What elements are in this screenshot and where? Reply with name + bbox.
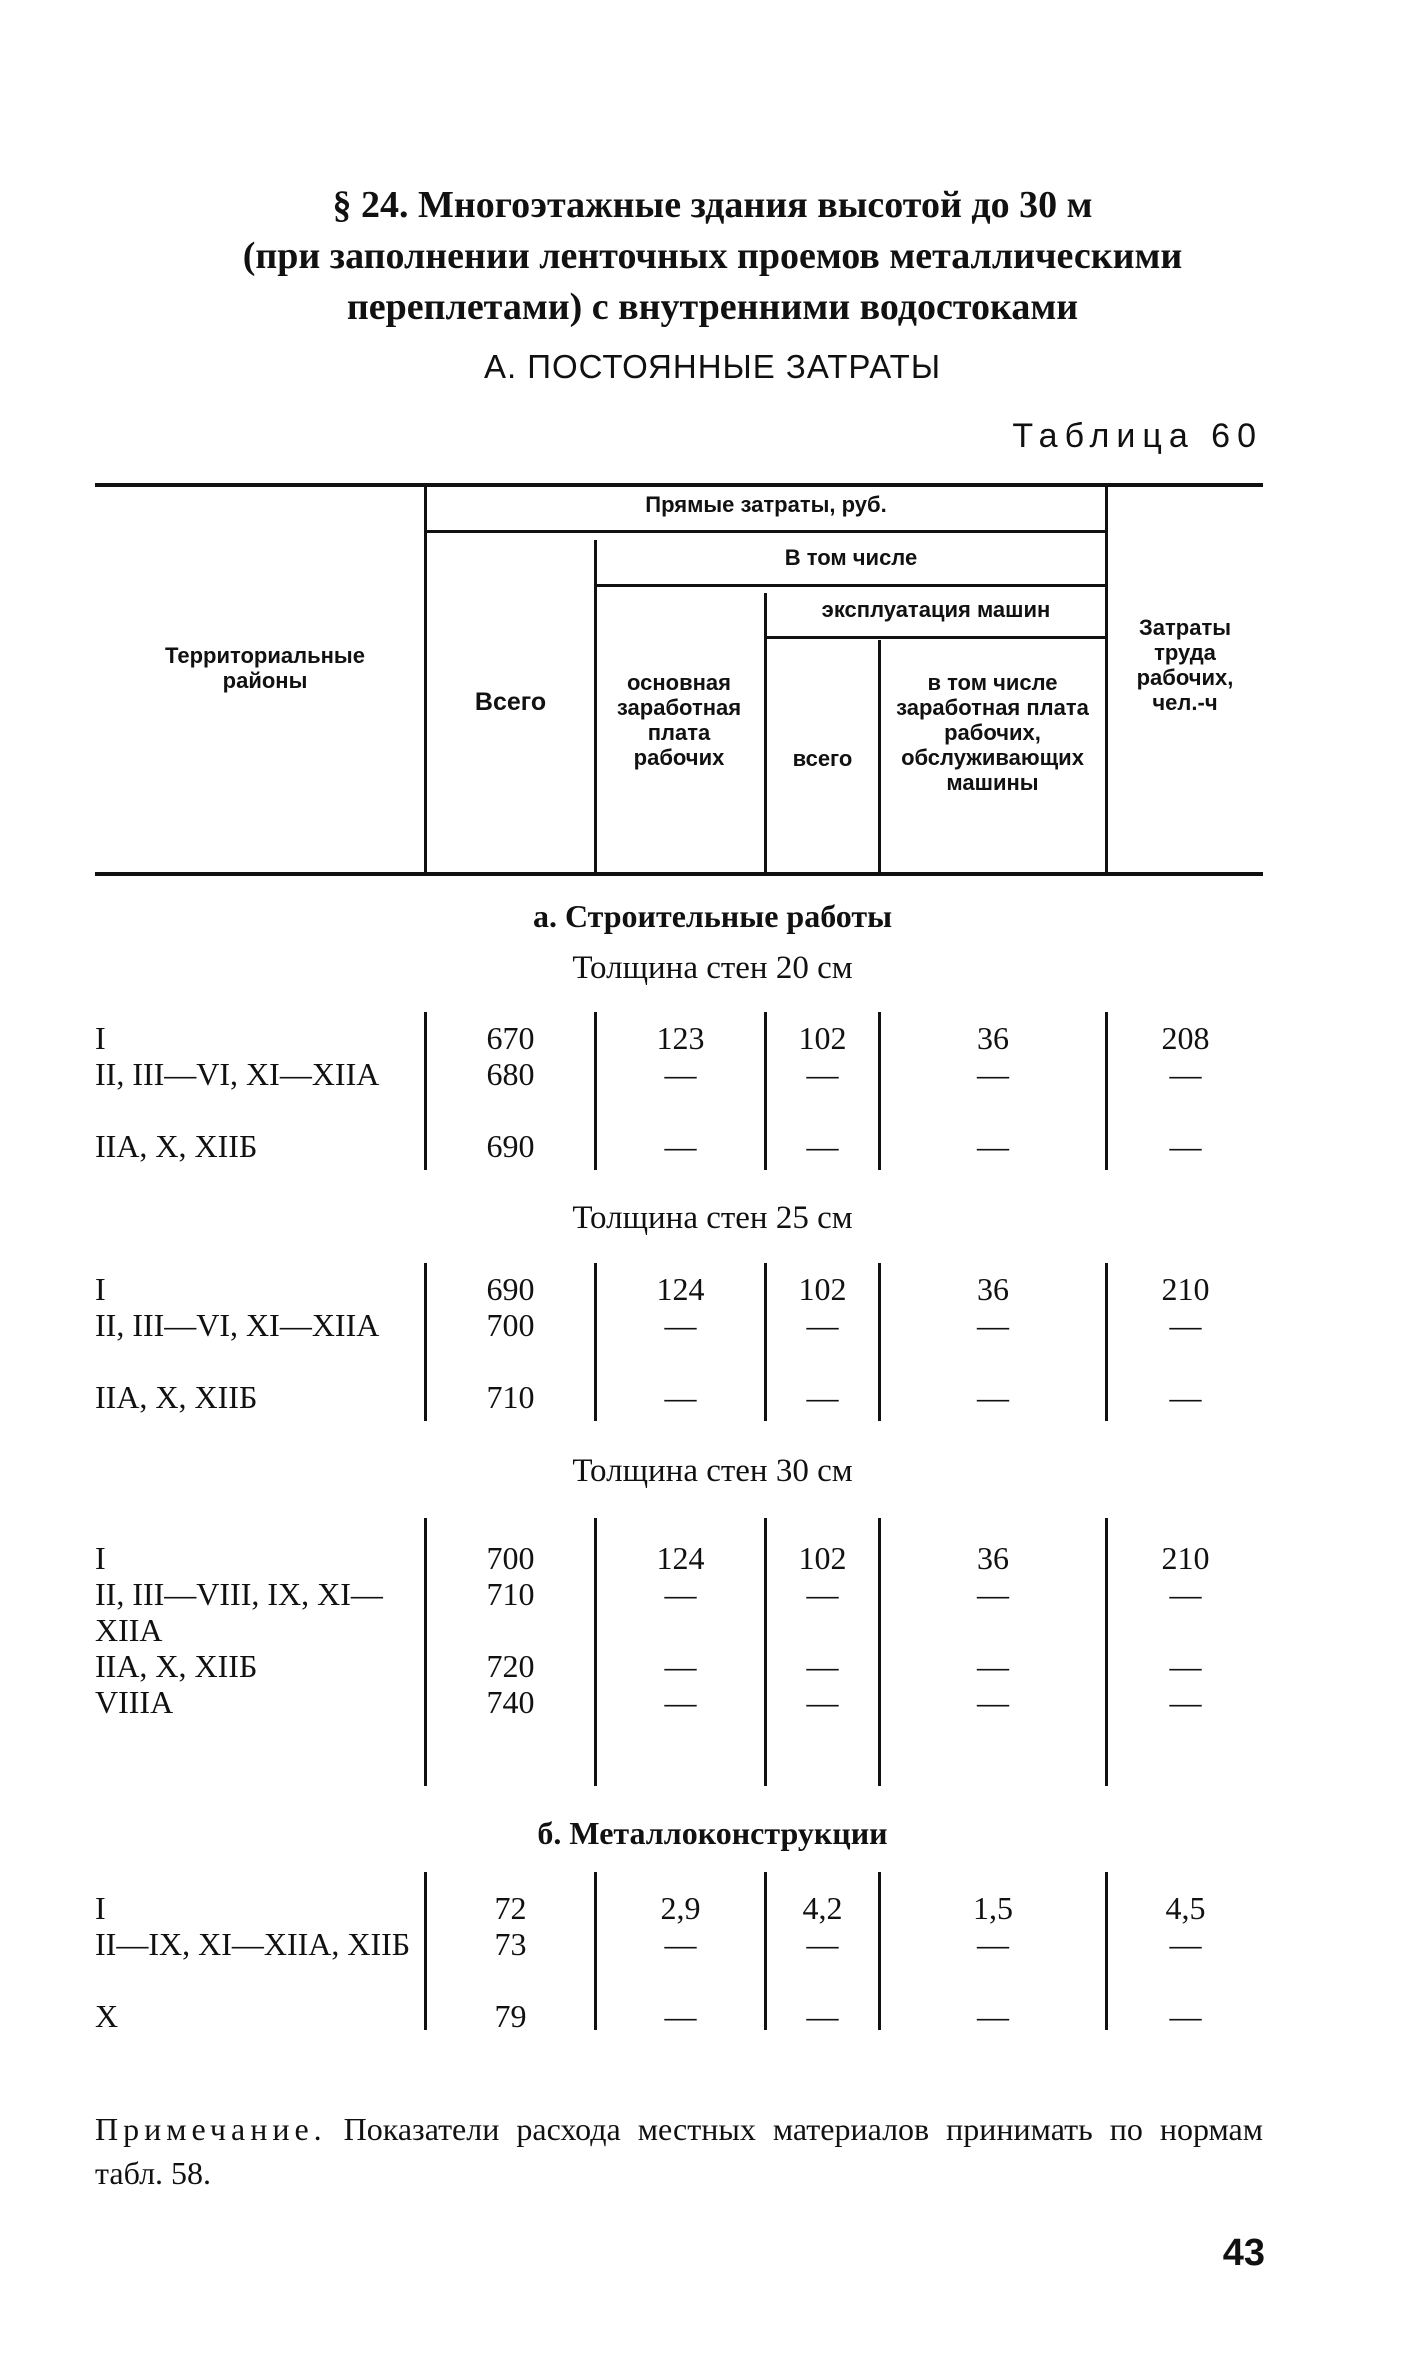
cell-machine-total: —: [806, 1684, 839, 1720]
group-subtitle: Толщина стен 30 см: [572, 1453, 853, 1489]
cell-machine-total: —: [806, 1648, 839, 1684]
table-row-region: IIА, X, XIIБ: [95, 1648, 258, 1684]
cell-base-wage: —: [664, 1684, 697, 1720]
cell-machine-wage: —: [977, 1128, 1009, 1164]
table-row-region: X: [95, 1998, 119, 2034]
cell-machine-total: 102: [798, 1540, 847, 1576]
subtitle: А. ПОСТОЯННЫЕ ЗАТРАТЫ: [483, 348, 942, 385]
header-bottom-rule: [95, 872, 1263, 876]
note-label: Примечание.: [95, 2111, 327, 2147]
cell-labor: 4,5: [1165, 1890, 1206, 1926]
cell-labor: —: [1169, 1128, 1202, 1164]
cell-total: 720: [486, 1648, 535, 1684]
header-machine-wage: в том числе заработная плата рабочих, обслуживающих машины: [896, 670, 1089, 795]
cell-labor: —: [1169, 1998, 1202, 2034]
table-row-region: II, III—VIII, IX, XI—XIIА: [95, 1576, 383, 1648]
table-row-region: I: [95, 1020, 106, 1056]
cell-labor: —: [1169, 1056, 1202, 1092]
header-including: В том числе: [784, 545, 918, 570]
cell-machine-wage: 36: [977, 1020, 1009, 1056]
section-title: [100, 180, 1325, 333]
cell-total: 73: [494, 1926, 527, 1962]
header-top-rule: [95, 483, 1263, 487]
header-divider: [427, 530, 1105, 533]
title-line-3: переплетами) с внутренними водостоками: [346, 286, 1079, 328]
header-divider: [764, 593, 767, 872]
cell-total: 740: [486, 1684, 535, 1720]
header-direct-costs: Прямые затраты, руб.: [645, 492, 887, 517]
table-row-region: I: [95, 1540, 106, 1576]
cell-machine-total: —: [806, 1379, 839, 1415]
header-regions: Территориальные районы: [165, 643, 365, 693]
cell-labor: —: [1169, 1379, 1202, 1415]
cell-base-wage: 124: [656, 1540, 705, 1576]
page-number: 43: [1222, 2232, 1265, 2274]
cell-labor: —: [1169, 1684, 1202, 1720]
header-divider: [597, 584, 1105, 587]
table-row-region: I: [95, 1271, 106, 1307]
cell-base-wage: —: [664, 1128, 697, 1164]
cell-labor: 210: [1161, 1271, 1210, 1307]
cell-labor: 208: [1161, 1020, 1210, 1056]
header-divider: [1105, 487, 1108, 872]
cell-total: 690: [486, 1128, 535, 1164]
cell-total: 700: [486, 1540, 535, 1576]
cell-machine-wage: —: [977, 1998, 1009, 2034]
cell-base-wage: 123: [656, 1020, 705, 1056]
table-row-region: VIIIА: [95, 1684, 174, 1720]
cell-machine-wage: —: [977, 1926, 1009, 1962]
cell-labor: 210: [1161, 1540, 1210, 1576]
cell-machine-wage: —: [977, 1648, 1009, 1684]
header-base-wage: основная заработная плата рабочих: [616, 670, 742, 770]
section-b-title: б. Металлоконструкции: [537, 1815, 888, 1851]
cell-base-wage: —: [664, 1307, 697, 1343]
cell-machine-wage: 36: [977, 1271, 1009, 1307]
cell-base-wage: —: [664, 1576, 697, 1612]
table-row-region: IIА, X, XIIБ: [95, 1128, 258, 1164]
cell-machine-wage: —: [977, 1307, 1009, 1343]
cell-machine-total: —: [806, 1056, 839, 1092]
header-total: Всего: [474, 688, 547, 716]
table-row-region: II, III—VI, XI—XIIА: [95, 1307, 380, 1343]
cell-machine-wage: 36: [977, 1540, 1009, 1576]
cell-machine-wage: —: [977, 1684, 1009, 1720]
cell-machine-total: —: [806, 1576, 839, 1612]
cell-machine-total: —: [806, 1926, 839, 1962]
cell-base-wage: 124: [656, 1271, 705, 1307]
title-line-1: § 24. Многоэтажные здания высотой до 30 м: [332, 184, 1093, 226]
cell-base-wage: —: [664, 1998, 697, 2034]
cell-total: 670: [486, 1020, 535, 1056]
cell-total: 710: [486, 1576, 535, 1612]
cell-total: 680: [486, 1056, 535, 1092]
section-a-title: а. Строительные работы: [532, 898, 893, 934]
cell-base-wage: —: [664, 1379, 697, 1415]
cell-base-wage: 2,9: [660, 1890, 701, 1926]
cell-machine-wage: —: [977, 1576, 1009, 1612]
table-label: Таблица 60: [1012, 417, 1263, 455]
cell-total: 690: [486, 1271, 535, 1307]
cell-machine-wage: —: [977, 1056, 1009, 1092]
cell-total: 72: [494, 1890, 527, 1926]
cell-machine-wage: —: [977, 1379, 1009, 1415]
cell-total: 79: [494, 1998, 527, 2034]
cell-machine-total: —: [806, 1128, 839, 1164]
cell-total: 710: [486, 1379, 535, 1415]
note-text: Показатели расхода местных материалов принимать по нормам табл. 58.: [95, 2111, 1263, 2191]
cell-labor: —: [1169, 1926, 1202, 1962]
cell-machine-total: 102: [798, 1020, 847, 1056]
header-divider: [767, 636, 1105, 639]
group-subtitle: Толщина стен 20 см: [572, 950, 853, 986]
cell-base-wage: —: [664, 1648, 697, 1684]
header-divider: [424, 487, 427, 872]
table-row-region: IIА, X, XIIБ: [95, 1379, 258, 1415]
header-labor: Затраты труда рабочих, чел.-ч: [1136, 615, 1234, 715]
cell-base-wage: —: [664, 1926, 697, 1962]
cell-total: 700: [486, 1307, 535, 1343]
cell-labor: —: [1169, 1307, 1202, 1343]
table-row-region: I: [95, 1890, 106, 1926]
cell-machine-wage: 1,5: [973, 1890, 1013, 1926]
cell-base-wage: —: [664, 1056, 697, 1092]
header-machine-total: всего: [792, 746, 853, 771]
group-subtitle: Толщина стен 25 см: [572, 1200, 853, 1236]
table-row-region: II, III—VI, XI—XIIА: [95, 1056, 380, 1092]
header-machine-use: эксплуатация машин: [821, 597, 1051, 622]
cell-machine-total: —: [806, 1998, 839, 2034]
header-divider: [594, 540, 597, 872]
cell-labor: —: [1169, 1648, 1202, 1684]
cell-machine-total: 4,2: [802, 1890, 843, 1926]
cell-machine-total: 102: [798, 1271, 847, 1307]
footnote: [95, 2107, 1263, 2195]
cell-labor: —: [1169, 1576, 1202, 1612]
table-row-region: II—IX, XI—XIIА, XIIБ: [95, 1926, 411, 1962]
title-line-2: (при заполнении ленточных проемов металлическими: [242, 235, 1183, 277]
header-divider: [878, 640, 881, 872]
cell-machine-total: —: [806, 1307, 839, 1343]
